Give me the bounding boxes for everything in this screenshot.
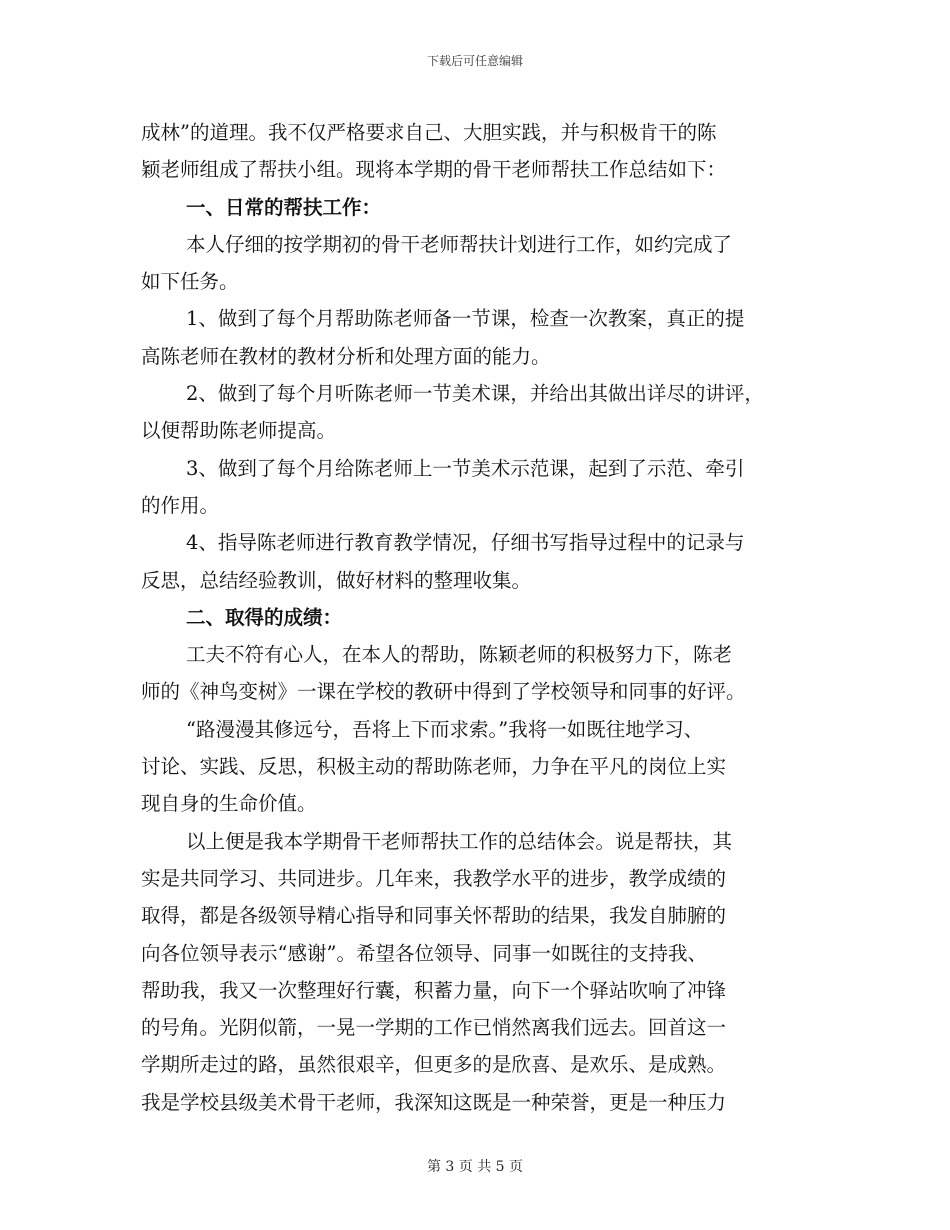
text-line: 学期所走过的路，虽然很艰辛，但更多的是欣喜、是欢乐、是成熟。: [141, 1053, 727, 1077]
text-line: 取得，都是各级领导精心指导和同事关怀帮助的结果，我发自肺腑的: [141, 904, 727, 928]
text-line: 反思，总结经验教训，做好材料的整理收集。: [141, 568, 532, 592]
text-line: 2、做到了每个月听陈老师一节美术课，并给出其做出详尽的讲评，: [186, 382, 764, 406]
page-header-note: 下载后可任意编辑: [426, 54, 523, 68]
text-line: 高陈老师在教材的教材分析和处理方面的能力。: [141, 344, 551, 368]
text-line: 实是共同学习、共同进步。几年来，我教学水平的进步，教学成绩的: [141, 866, 727, 890]
text-line: 本人仔细的按学期初的骨干老师帮扶计划进行工作，如约完成了: [186, 232, 733, 256]
text-line: 师的《神鸟变树》一课在学校的教研中得到了学校领导和同事的好评。: [141, 680, 746, 704]
text-line: 成林”的道理。我不仅严格要求自己、大胆实践，并与积极肯干的陈: [141, 121, 717, 144]
text-line: 3、做到了每个月给陈老师上一节美术示范课，起到了示范、牵引: [186, 456, 745, 480]
section-heading: 一、日常的帮扶工作：: [186, 195, 382, 219]
text-line: 帮助我，我又一次整理好行囊，积蓄力量，向下一个驿站吹响了冲锋: [141, 978, 727, 1002]
text-line: 如下任务。: [141, 270, 239, 294]
text-line: 以上便是我本学期骨干老师帮扶工作的总结体会。说是帮扶，其: [186, 829, 733, 853]
text-line: 我是学校县级美术骨干老师，我深知这既是一种荣誉，更是一种压力: [141, 1090, 727, 1114]
text-line: 颖老师组成了帮扶小组。现将本学期的骨干老师帮扶工作总结如下：: [141, 158, 727, 182]
section-heading: 二、取得的成绩：: [186, 605, 343, 629]
text-line: 的号角。光阴似箭，一晃一学期的工作已悄然离我们远去。回首这一: [141, 1016, 727, 1040]
page-number: 第 3 页 共 5 页: [426, 1159, 524, 1175]
text-line: “路漫漫其修远兮，吾将上下而求索。”我将一如既往地学习、: [186, 717, 704, 741]
text-line: 1、做到了每个月帮助陈老师备一节课，检查一次教案，真正的提: [186, 307, 745, 331]
text-line: 讨论、实践、反思，积极主动的帮助陈老师，力争在平凡的岗位上实: [141, 755, 727, 779]
text-line: 向各位领导表示“感谢”。希望各位领导、同事一如既往的支持我、: [141, 941, 707, 965]
document-body: [141, 114, 811, 1121]
text-line: 工夫不符有心人，在本人的帮助，陈颖老师的积极努力下，陈老: [186, 643, 733, 667]
text-line: 以便帮助陈老师提高。: [141, 419, 337, 443]
text-line: 4、指导陈老师进行教育教学情况，仔细书写指导过程中的记录与: [186, 531, 745, 555]
text-line: 的作用。: [141, 493, 220, 517]
text-line: 现自身的生命价值。: [141, 792, 317, 816]
